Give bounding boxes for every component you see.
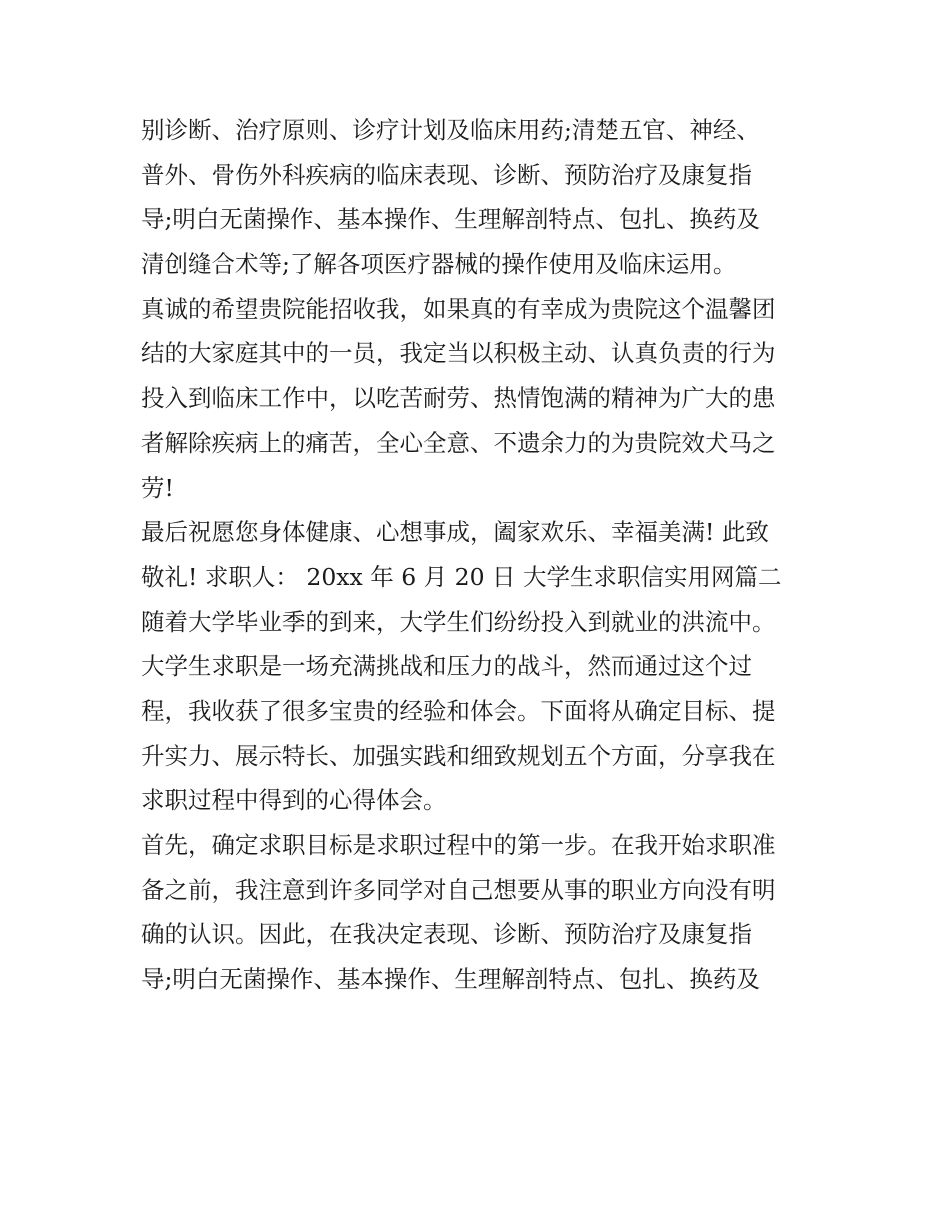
text-line: 敬礼! 求职人： 20xx 年 6 月 20 日 大学生求职信实用网篇二: [141, 562, 782, 591]
text-line: 确的认识。因此，在我决定表现、诊断、预防治疗及康复指: [141, 920, 752, 949]
text-line: 真诚的希望贵院能招收我，如果真的有幸成为贵院这个温馨团: [141, 294, 776, 323]
text-line: 求职过程中得到的心得体会。: [141, 786, 447, 815]
text-line: 结的大家庭其中的一员，我定当以积极主动、认真负责的行为: [141, 339, 776, 368]
text-line: 导;明白无菌操作、基本操作、生理解剖特点、包扎、换药及: [141, 965, 760, 994]
text-line: 升实力、展示特长、加强实践和细致规划五个方面，分享我在: [141, 741, 776, 770]
text-line: 劳!: [141, 473, 174, 502]
document-body: [141, 108, 821, 1002]
text-line: 投入到临床工作中，以吃苦耐劳、热情饱满的精神为广大的患: [141, 384, 776, 413]
text-line: 导;明白无菌操作、基本操作、生理解剖特点、包扎、换药及: [141, 205, 760, 234]
text-line: 随着大学毕业季的到来，大学生们纷纷投入到就业的洪流中。: [141, 607, 776, 636]
text-line: 程，我收获了很多宝贵的经验和体会。下面将从确定目标、提: [141, 696, 776, 725]
text-line: 别诊断、治疗原则、诊疗计划及临床用药;清楚五官、神经、: [141, 116, 760, 144]
text-line: 首先，确定求职目标是求职过程中的第一步。在我开始求职准: [141, 831, 776, 859]
text-line: 普外、骨伤外科疾病的临床表现、诊断、预防治疗及康复指: [141, 160, 752, 189]
text-line: 最后祝愿您身体健康、心想事成，阖家欢乐、幸福美满! 此致: [141, 518, 769, 547]
text-line: 清创缝合术等;了解各项医疗器械的操作使用及临床运用。: [141, 250, 737, 279]
text-line: 备之前，我注意到许多同学对自己想要从事的职业方向没有明: [141, 875, 776, 904]
text-line: 者解除疾病上的痛苦，全心全意、不遗余力的为贵院效犬马之: [141, 428, 776, 457]
text-line: 大学生求职是一场充满挑战和压力的战斗，然而通过这个过: [141, 652, 752, 681]
